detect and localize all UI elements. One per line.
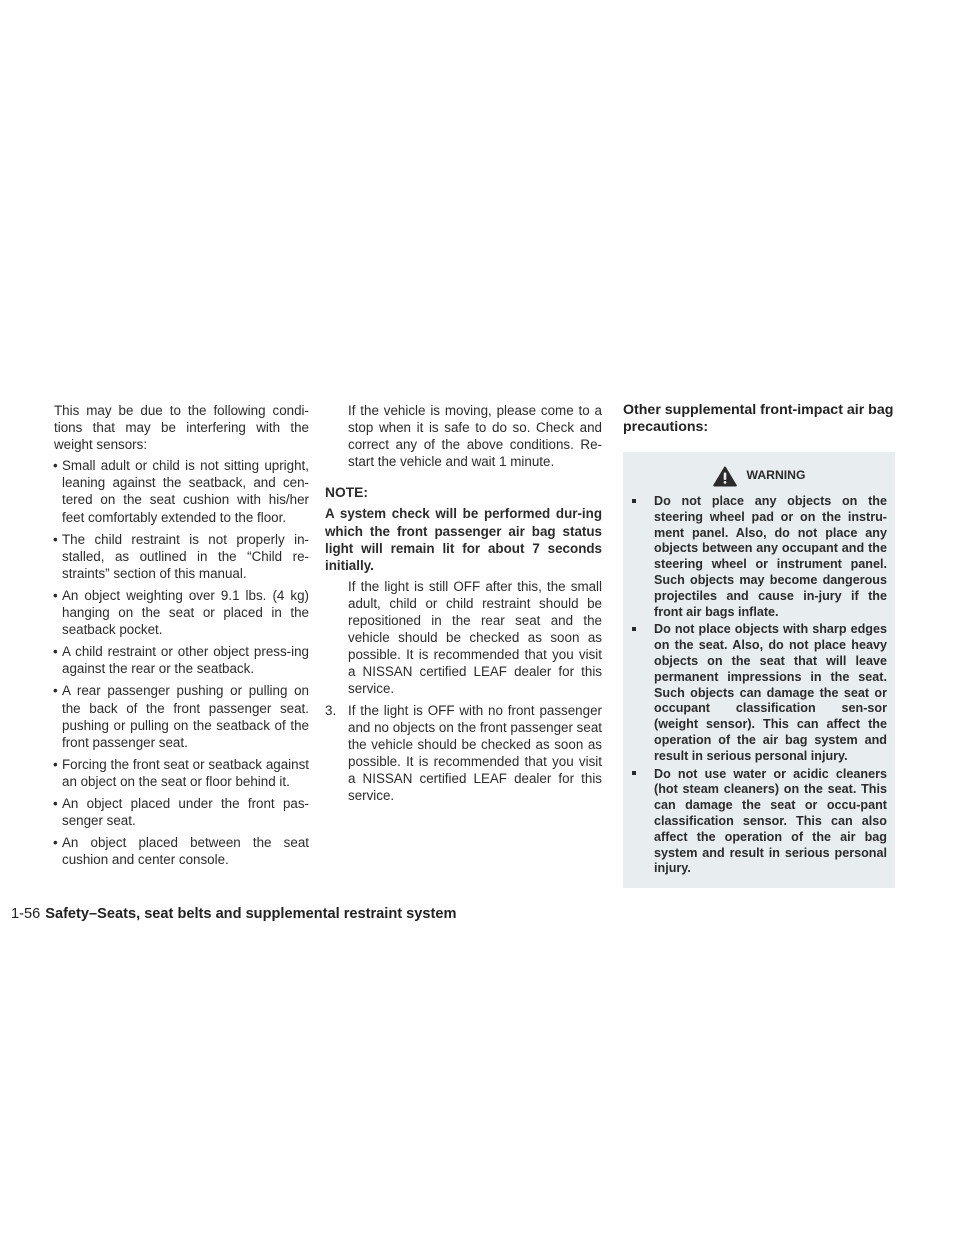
warning-box (623, 452, 895, 888)
section-heading: Other supplemental front-impact air bag precautions: (623, 402, 894, 435)
numbered-item-3 (325, 702, 602, 805)
warning-item: Do not place objects with sharp edges on the seat. Also, do not place heavy objects on the seat that will leave permanent impressions in the seat. Such objects can damage the seat or occupant classification sen-sor (weight sensor). This can affect the operation of the air bag system and result in serious personal injury. (631, 622, 887, 764)
intro-paragraph: This may be due to the following condi-tions that may be interfering with the weight sensors: (54, 403, 309, 453)
warning-label: WARNING (746, 468, 806, 483)
warning-header (631, 465, 887, 487)
warning-item: Do not use water or acidic cleaners (hot steam cleaners) on the seat. This can damage the seat or occu-pant classification sensor. This can also affect the operation of the air bag system and result in serious personal injury. (631, 767, 887, 878)
list-item: • Small adult or child is not sitting upright, leaning against the seatback, and cen-tered on the seat cushion with his/her feet comfortably extended to the floor. (53, 458, 309, 525)
list-item: • An object placed under the front pas-senger seat. (53, 795, 309, 829)
list-item: • An object weighting over 9.1 lbs. (4 kg) hanging on the seat or placed in the seatback pocket. (53, 587, 309, 638)
warning-item: Do not place any objects on the steering wheel pad or on the instru-ment panel. Also, do not place any objects between any occupant and the steering wheel or instrument panel. Such objects may become dangerous projectiles and cause in-jury if the front air bags inflate. (631, 494, 887, 620)
list-item: • A child restraint or other object press-ing against the rear or the seatback. (53, 644, 309, 677)
right-column (623, 402, 895, 888)
item-number: 3. (325, 702, 337, 718)
left-column (29, 402, 309, 873)
note-heading: NOTE: (325, 485, 368, 501)
note-text: If the light is still OFF after this, the small adult, child or child restraint should be repositioned in the rear seat and the vehicle should be checked as soon as possible. It is recommended that you visit a NISSAN certified LEAF dealer for this service. (348, 578, 602, 697)
section-title: Safety–Seats, seat belts and supplemental restraint system (45, 906, 457, 922)
continued-paragraph: If the vehicle is moving, please come to a stop when it is safe to do so. Check and correct any of the above conditions. Re-start the vehicle and wait 1 minute. (348, 403, 602, 470)
list-item: • The child restraint is not properly in-stalled, as outlined in the “Child re-straints” section of this manual. (53, 531, 309, 581)
note-bold-text: A system check will be performed dur-ing which the front passenger air bag status light will remain lit for about 7 seconds initially. (325, 506, 602, 573)
warning-triangle-icon (713, 466, 737, 487)
item-text: If the light is OFF with no front passenger and no objects on the front passenger seat the vehicle should be checked as soon as possible. It is recommended that you visit a NISSAN certified LEAF dealer for this service. (348, 702, 602, 803)
middle-column (325, 402, 602, 804)
page-number: 1-56 (11, 906, 41, 922)
list-item: • An object placed between the seat cushion and center console. (53, 835, 309, 868)
list-item: • Forcing the front seat or seatback against an object on the seat or floor behind it. (53, 756, 309, 789)
page-footer (11, 906, 456, 922)
list-item: • A rear passenger pushing or pulling on the back of the front passenger seat. pushing or pulling on the seatback of the front passenger seat. (53, 683, 309, 750)
